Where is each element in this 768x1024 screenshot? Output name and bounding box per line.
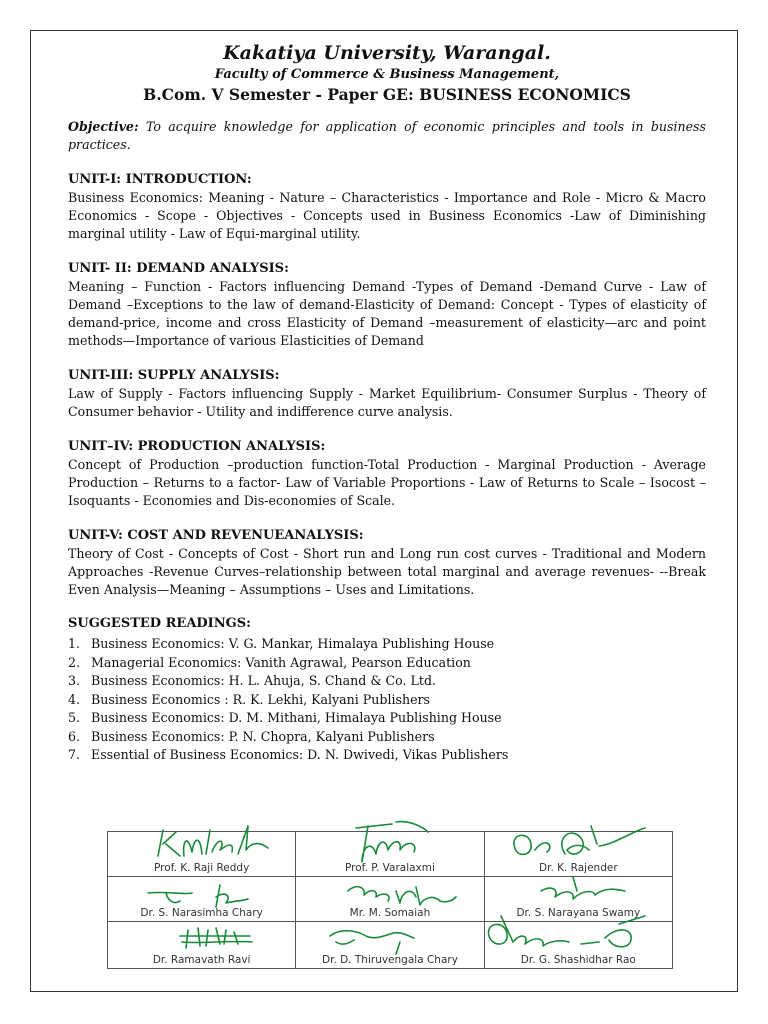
unit-body: Theory of Cost - Concepts of Cost - Short run and Long run cost curves - Traditional and Modern Approaches -Revenue Curves–relationship between total marginal and average revenues- --Break Even Analysis—Meaning – Assumptions – Uses and Limitations. — [68, 546, 706, 597]
signatory-name: Dr. D. Thiruvengala Chary — [322, 954, 458, 966]
reading-text: Essential of Business Economics: D. N. Dwivedi, Vikas Publishers — [91, 747, 509, 762]
unit-body: Concept of Production –production function-Total Production - Marginal Production - Average Production – Returns to a factor- Law of Variable Proportions - Law of Returns to Scale – Isocost – Isoquants - Economies and Dis-economies of Scale. — [68, 457, 706, 508]
signature-cell — [108, 922, 296, 969]
signature-cell — [484, 922, 672, 969]
reading-text: Business Economics: V. G. Mankar, Himalaya Publishing House — [91, 636, 495, 651]
reading-number: 4. — [68, 691, 81, 707]
signatory-name: Dr. S. Narasimha Chary — [140, 907, 263, 919]
unit-section — [68, 527, 706, 599]
reading-number: 7. — [68, 747, 81, 762]
unit-section — [68, 171, 706, 243]
reading-item — [68, 654, 706, 673]
reading-text: Business Economics: P. N. Chopra, Kalyani Publishers — [91, 728, 435, 744]
signatory-name: Dr. G. Shashidhar Rao — [520, 954, 636, 966]
signatory-name: Dr. Ramavath Ravi — [152, 954, 251, 966]
reading-text: Business Economics: H. L. Ahuja, S. Chand & Co. Ltd. — [91, 673, 437, 688]
unit-title: UNIT–IV: PRODUCTION ANALYSIS: — [68, 439, 326, 454]
reading-number: 6. — [68, 728, 81, 744]
paper-title: B.Com. V Semester - Paper GE: BUSINESS ECONOMICS — [143, 85, 631, 104]
reading-item — [68, 746, 706, 765]
reading-number: 2. — [68, 654, 81, 670]
unit-title: UNIT-V: COST AND REVENUEANALYSIS: — [68, 528, 364, 543]
suggested-readings — [68, 615, 706, 765]
signature-cell — [296, 922, 484, 969]
reading-item — [68, 691, 706, 710]
unit-section — [68, 367, 706, 421]
reading-item — [68, 672, 706, 691]
signature-table — [107, 831, 673, 969]
signatory-name: Mr. M. Somaiah — [349, 907, 431, 919]
unit-section — [68, 260, 706, 350]
reading-number: 3. — [68, 673, 81, 688]
signatory-name: Prof. K. Raji Reddy — [153, 862, 250, 874]
signature-row — [108, 922, 673, 969]
reading-text: Business Economics: D. M. Mithani, Himalaya Publishing House — [91, 710, 502, 725]
faculty-subtitle: Faculty of Commerce & Business Management, — [214, 67, 560, 82]
objective-text: To acquire knowledge for application of economic principles and tools in business practices. — [68, 119, 706, 152]
document-header — [68, 40, 706, 105]
reading-number: 5. — [68, 710, 81, 725]
reading-item — [68, 728, 706, 747]
objective-label: Objective: — [68, 119, 139, 134]
reading-number: 1. — [68, 636, 81, 651]
signatory-name: Dr. S. Narayana Swamy — [516, 907, 641, 919]
university-title: Kakatiya University, Warangal. — [223, 42, 551, 64]
reading-text: Managerial Economics: Vanith Agrawal, Pearson Education — [91, 654, 471, 670]
readings-title: SUGGESTED READINGS: — [68, 616, 251, 631]
unit-body: Meaning – Function - Factors influencing Demand -Types of Demand -Demand Curve - Law of Demand –Exceptions to the law of demand-Elasticity of Demand: Concept - Types of elasticity of demand-price, income and cross Elasticity of Demand –measurement of elasticity—arc and point methods—Importance of various Elasticities of Demand — [68, 279, 706, 348]
reading-text: Business Economics : R. K. Lekhi, Kalyani Publishers — [91, 691, 431, 707]
unit-title: UNIT-III: SUPPLY ANALYSIS: — [68, 368, 280, 383]
unit-body: Law of Supply - Factors influencing Supply - Market Equilibrium- Consumer Surplus - Theory of Consumer behavior - Utility and indifference curve analysis. — [68, 386, 706, 419]
reading-item — [68, 635, 706, 654]
reading-item — [68, 709, 706, 728]
unit-section — [68, 438, 706, 510]
unit-title: UNIT-I: INTRODUCTION: — [68, 172, 252, 187]
unit-body: Business Economics: Meaning - Nature – Characteristics - Importance and Role - Micro & Macro Economics - Scope - Objectives - Concepts used in Business Economics -Law of Diminishing marginal utility - Law of Equi-marginal utility. — [68, 190, 706, 241]
signatory-name: Dr. K. Rajender — [539, 862, 618, 874]
signatory-name: Prof. P. Varalaxmi — [345, 862, 435, 874]
objective-paragraph — [68, 118, 706, 154]
syllabus-document — [68, 40, 706, 765]
unit-title: UNIT- II: DEMAND ANALYSIS: — [68, 261, 289, 276]
readings-list — [68, 635, 706, 765]
